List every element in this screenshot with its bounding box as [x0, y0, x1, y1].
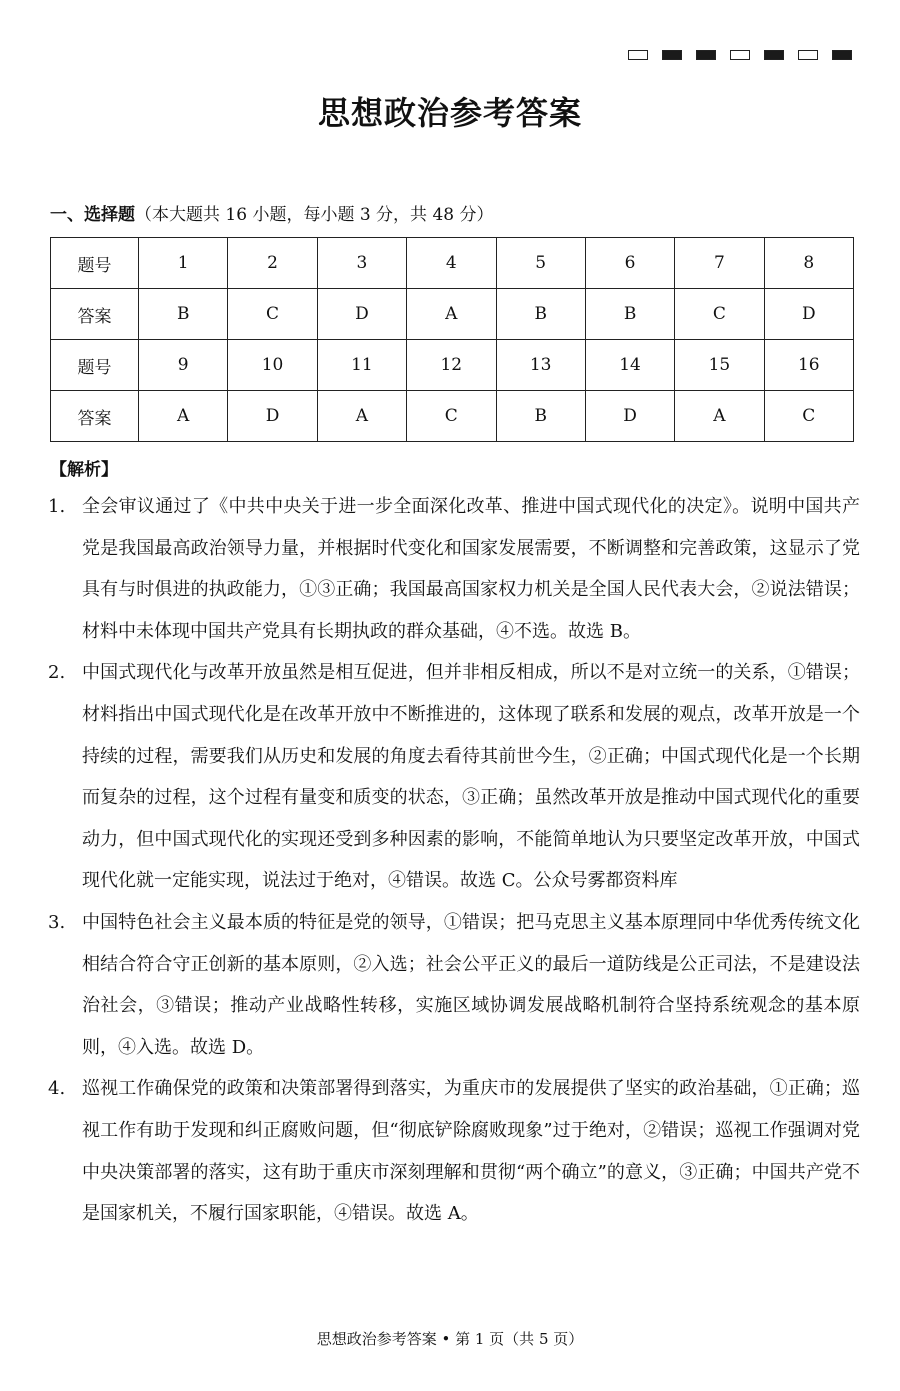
table-cell: 7 [675, 238, 764, 289]
page-title: 思想政治参考答案 [317, 94, 582, 132]
section-title: 一、选择题 [50, 205, 135, 225]
table-cell: 2 [228, 238, 317, 289]
analysis-label: 【解析】 [50, 460, 118, 480]
explanation-item [42, 1068, 860, 1234]
item-text: 全会审议通过了《中共中央关于进一步全面深化改革、推进中国式现代化的决定》。说明中国共产党是我国最高政治领导力量，并根据时代变化和国家发展需要，不断调整和完善政策，这显示了党具有与时俱进的执政能力，①③正确；我国最高国家权力机关是全国人民代表大会，②说法错误；材料中未体现中国共产党具有长期执政的群众基础，④不选。故选 B。 [82, 496, 860, 642]
page-footer: 思想政治参考答案 • 第 1 页（共 5 页） [316, 1330, 584, 1348]
item-number: 3. [48, 911, 66, 933]
table-cell: 13 [496, 340, 585, 391]
item-number: 4. [48, 1078, 66, 1100]
explanation-item [42, 902, 860, 1068]
table-cell: 16 [764, 340, 853, 391]
explanation-item [42, 486, 860, 652]
table-cell: 10 [228, 340, 317, 391]
table-row-answers [51, 289, 854, 340]
table-cell: C [228, 289, 317, 340]
explanation-item [42, 652, 860, 902]
table-cell: B [585, 289, 674, 340]
header-mark [832, 50, 852, 60]
table-cell: A [139, 391, 228, 442]
table-cell: 15 [675, 340, 764, 391]
table-cell: 3 [317, 238, 406, 289]
header-marks [628, 50, 852, 60]
header-mark [730, 50, 750, 60]
item-number: 2. [48, 662, 66, 684]
header-mark [628, 50, 648, 60]
table-cell: B [496, 391, 585, 442]
table-cell: D [764, 289, 853, 340]
table-cell: A [407, 289, 496, 340]
table-cell: 11 [317, 340, 406, 391]
row-label: 答案 [51, 289, 139, 340]
table-cell: C [764, 391, 853, 442]
table-cell: A [675, 391, 764, 442]
table-cell: B [496, 289, 585, 340]
item-text: 中国特色社会主义最本质的特征是党的领导，①错误；把马克思主义基本原理同中华优秀传统文化相结合符合守正创新的基本原则，②入选；社会公平正义的最后一道防线是公正司法，不是建设法治社会，③错误；推动产业战略性转移，实施区域协调发展战略机制符合坚持系统观念的基本原则，④入选。故选 D。 [82, 911, 860, 1058]
table-cell: B [139, 289, 228, 340]
table-cell: 6 [585, 238, 674, 289]
table-cell: A [317, 391, 406, 442]
header-mark [662, 50, 682, 60]
table-row-question-numbers [51, 340, 854, 391]
table-cell: C [407, 391, 496, 442]
header-mark [798, 50, 818, 60]
table-cell: D [585, 391, 674, 442]
item-number: 1. [48, 496, 66, 517]
table-cell: 5 [496, 238, 585, 289]
row-label: 题号 [51, 340, 139, 391]
table-cell: 12 [407, 340, 496, 391]
table-cell: 14 [585, 340, 674, 391]
table-cell: C [675, 289, 764, 340]
table-cell: 9 [139, 340, 228, 391]
table-row-question-numbers [51, 238, 854, 289]
row-label: 答案 [51, 391, 139, 442]
item-text: 巡视工作确保党的政策和决策部署得到落实，为重庆市的发展提供了坚实的政治基础，①正确；巡视工作有助于发现和纠正腐败问题，但“彻底铲除腐败现象”过于绝对，②错误；巡视工作强调对党中央决策部署的落实，这有助于重庆市深刻理解和贯彻“两个确立”的意义，③正确；中国共产党不是国家机关，不履行国家职能，④错误。故选 A。 [82, 1078, 860, 1225]
table-cell: 1 [139, 238, 228, 289]
item-text: 中国式现代化与改革开放虽然是相互促进，但并非相反相成，所以不是对立统一的关系，①错误；材料指出中国式现代化是在改革开放中不断推进的，这体现了联系和发展的观点，改革开放是一个持续的过程，需要我们从历史和发展的角度去看待其前世今生，②正确；中国式现代化是一个长期而复杂的过程，这个过程有量变和质变的状态，③正确；虽然改革开放是推动中国式现代化的重要动力，但中国式现代化的实现还受到多种因素的影响，不能简单地认为只要坚定改革开放，中国式现代化就一定能实现，说法过于绝对，④错误。故选 C。公众号雾都资料库 [82, 662, 860, 892]
explanations-list [42, 486, 860, 1235]
table-cell: D [317, 289, 406, 340]
section-note: （本大题共 16 小题，每小题 3 分，共 48 分） [135, 205, 494, 225]
table-cell: 8 [764, 238, 853, 289]
table-row-answers [51, 391, 854, 442]
table-cell: D [228, 391, 317, 442]
section-heading [50, 200, 494, 225]
header-mark [696, 50, 716, 60]
header-mark [764, 50, 784, 60]
row-label: 题号 [51, 238, 139, 289]
answer-table [50, 237, 854, 442]
table-cell: 4 [407, 238, 496, 289]
